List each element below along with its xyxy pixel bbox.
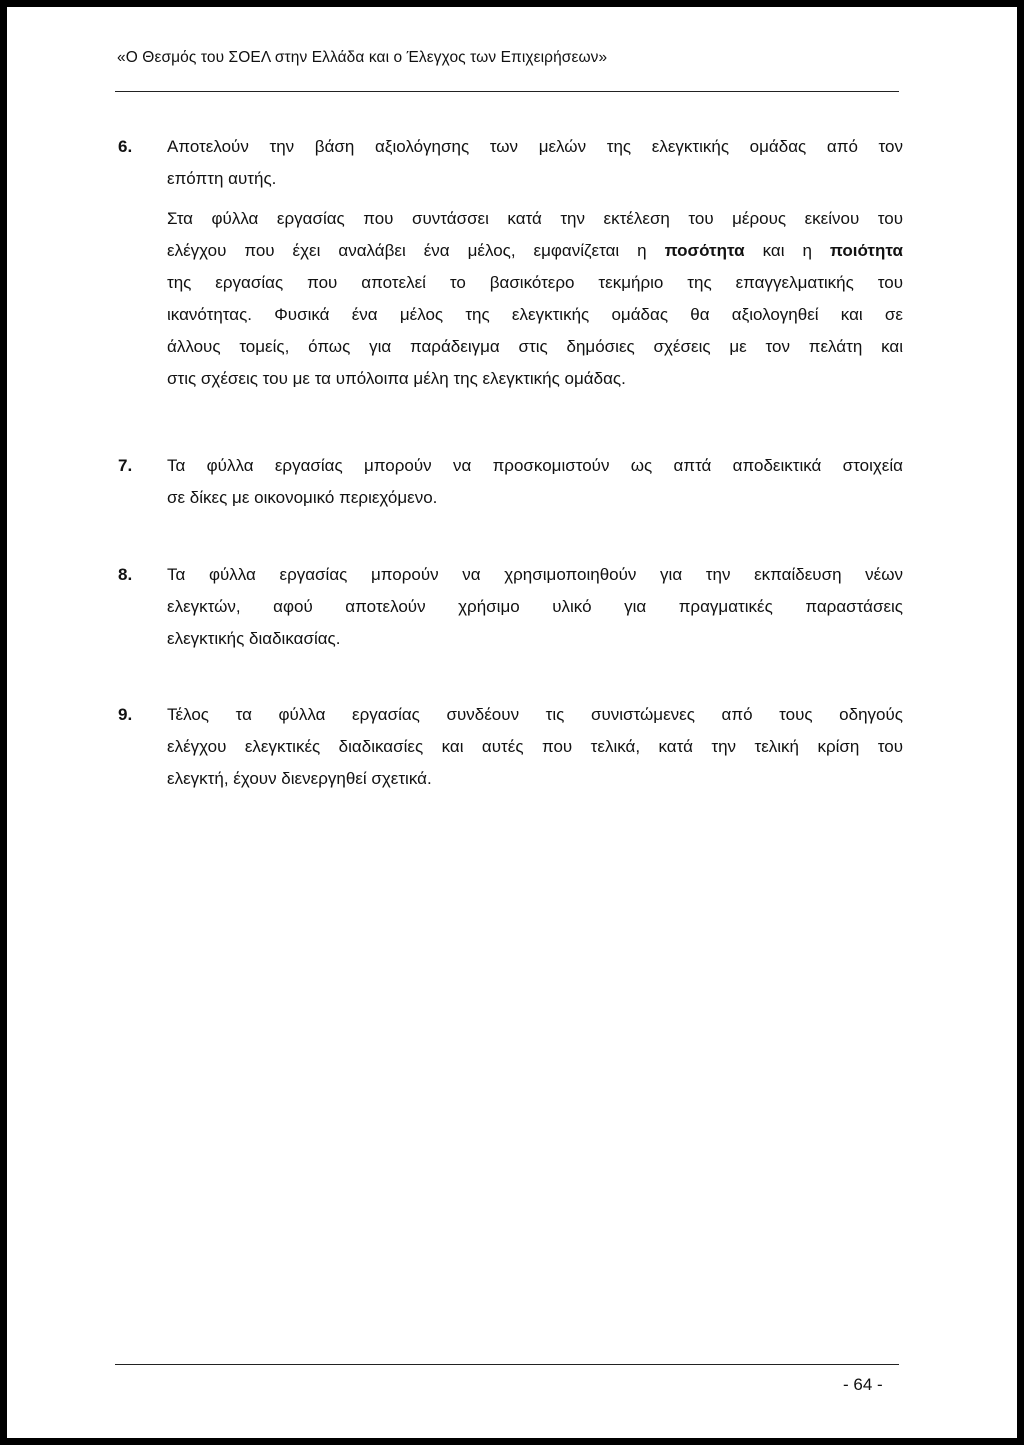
item-number: 8. [118, 565, 133, 584]
text-line: ελεγκτή, έχουν διενεργηθεί σχετικά. [167, 769, 432, 788]
item-number: 6. [118, 137, 133, 156]
text-line-with-emphasis [167, 235, 903, 267]
text-line: Τέλος τα φύλλα εργασίας συνδέουν τις συνιστώμενες από τους οδηγούς [167, 705, 903, 724]
text-line: ικανότητας. Φυσικά ένα μέλος της ελεγκτικής ομάδας θα αξιολογηθεί και σε [167, 305, 903, 324]
text-line: ελεγκτικής διαδικασίας. [167, 629, 341, 648]
item-text [167, 203, 903, 395]
item-number: 7. [118, 456, 133, 475]
item-text [167, 450, 903, 514]
text-line: της εργασίας που αποτελεί το βασικότερο τεκμήριο της επαγγελματικής του [167, 273, 903, 292]
text-line: επόπτη αυτής. [167, 169, 277, 188]
item-text [167, 559, 903, 655]
text-line: Τα φύλλα εργασίας μπορούν να προσκομιστούν ως απτά αποδεικτικά στοιχεία [167, 456, 903, 475]
text-segment: ελέγχου που έχει αναλάβει ένα μέλος, εμφανίζεται η [167, 241, 647, 260]
footer-rule [115, 1364, 899, 1365]
text-line: άλλους τομείς, όπως για παράδειγμα στις δημόσιες σχέσεις με τον πελάτη και [167, 337, 903, 356]
item-number: 9. [118, 705, 133, 724]
text-line: Αποτελούν την βάση αξιολόγησης των μελών της ελεγκτικής ομάδας από τον [167, 137, 903, 156]
header-rule [115, 91, 899, 92]
emphasis-quantity: ποσότητα [664, 241, 745, 260]
text-line: σε δίκες με οικονομικό περιεχόμενο. [167, 488, 438, 507]
running-header: «Ο Θεσμός του ΣΟΕΛ στην Ελλάδα και ο Έλεγχος των Επιχειρήσεων» [117, 49, 608, 66]
text-line: Τα φύλλα εργασίας μπορούν να χρησιμοποιηθούν για την εκπαίδευση νέων [167, 565, 903, 584]
document-page [7, 7, 1017, 1438]
text-line: ελεγκτών, αφού αποτελούν χρήσιμο υλικό για πραγματικές παραστάσεις [167, 597, 903, 616]
text-segment: και η [762, 241, 812, 260]
item-text [167, 131, 903, 195]
page-number: - 64 - [843, 1375, 883, 1394]
text-line: ελέγχου ελεγκτικές διαδικασίες και αυτές που τελικά, κατά την τελική κρίση του [167, 737, 903, 756]
text-line: Στα φύλλα εργασίας που συντάσσει κατά την εκτέλεση του μέρους εκείνου του [167, 209, 903, 228]
emphasis-quality: ποιότητα [829, 241, 903, 260]
text-line: στις σχέσεις του με τα υπόλοιπα μέλη της ελεγκτικής ομάδας. [167, 369, 626, 388]
item-text [167, 699, 903, 795]
